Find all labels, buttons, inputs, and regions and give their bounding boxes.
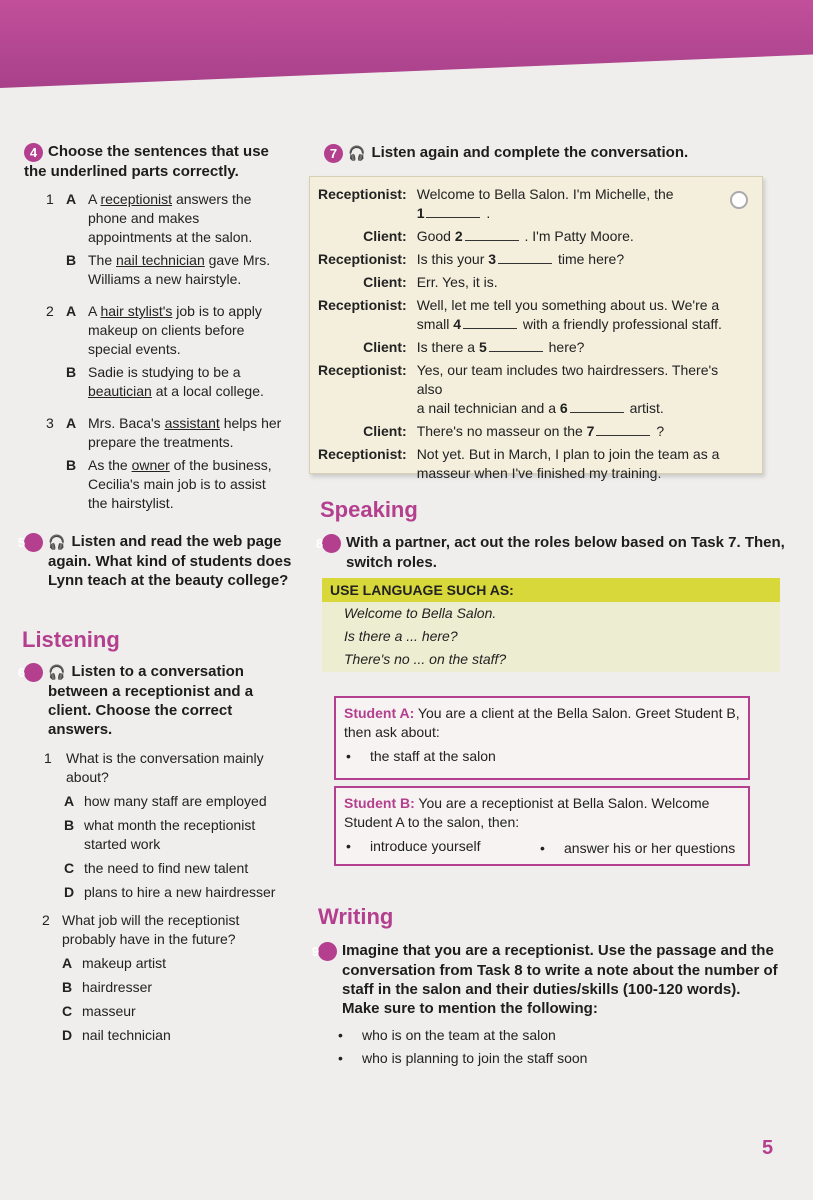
top-banner	[0, 0, 813, 88]
underlined-word: nail technician	[116, 252, 205, 268]
item-number: 2	[46, 303, 54, 319]
task-4-title: 4 Choose the sentences that use the underlined parts correctly.	[24, 143, 269, 180]
item-number: 1	[44, 750, 52, 766]
answer-option[interactable]: C the need to find new talent	[64, 860, 249, 876]
task-4-group-1: 1 A A receptionist answers the phone and makes appointments at the salon. B The nail technician gave Mrs. Williams a new hairstyle.	[46, 191, 271, 287]
conversation-line: Client: Good 2 . I'm Patty Moore.	[363, 228, 634, 244]
section-heading-listening: Listening	[22, 627, 120, 652]
conversation-line: Receptionist: Welcome to Bella Salon. I'm Michelle, the 1 .	[318, 186, 674, 221]
conversation-line: Client: Err. Yes, it is.	[363, 274, 498, 290]
item-number: 3	[46, 415, 54, 431]
headphones-icon: 🎧	[348, 144, 366, 161]
task-9-bullet: • who is planning to join the staff soon	[338, 1049, 758, 1068]
blank-input[interactable]	[596, 423, 650, 436]
underlined-word: receptionist	[100, 191, 173, 207]
task-7-title: 7 🎧 Listen again and complete the conversation.	[324, 143, 764, 163]
task-number-badge: 7	[324, 144, 343, 163]
student-b-card: Student B: You are a receptionist at Bella Salon. Welcome Student A to the salon, then: • introduce yourself • answer his or her questions	[334, 786, 750, 866]
task-4	[24, 142, 294, 181]
option-letter: B	[66, 252, 77, 268]
language-box	[322, 602, 780, 672]
conversation-line: Receptionist: Not yet. But in March, I plan to join the team as a masseur when I've finished my training.	[318, 446, 720, 481]
answer-option[interactable]: B what month the receptionist started work	[64, 817, 256, 852]
task-4-group-3: 3 A Mrs. Baca's assistant helps her prepare the treatments. B As the owner of the business, Cecilia's main job is to assist the hairstylist.	[46, 415, 282, 511]
conversation-line: Receptionist: Is this your 3 time here?	[318, 251, 625, 267]
item-number: 2	[42, 912, 50, 928]
headphones-icon: 🎧	[48, 663, 66, 680]
answer-option[interactable]: A how many staff are employed	[64, 793, 267, 809]
option-letter: B	[66, 364, 77, 380]
section-heading-speaking: Speaking	[320, 497, 418, 522]
section-heading-writing: Writing	[318, 904, 394, 929]
answer-option[interactable]: D nail technician	[62, 1027, 171, 1043]
conversation-line: Client: There's no masseur on the 7 ?	[363, 423, 665, 439]
note-hole-icon	[730, 191, 748, 209]
blank-input[interactable]	[489, 339, 543, 352]
task-9-title: 9 Imagine that you are a receptionist. Use the passage and the conversation from Task 8 to write a note about the number of staff in the salon and their duties/skills (100-120 words). Make sure to mention the following:	[311, 942, 778, 1017]
answer-option[interactable]: A makeup artist	[62, 955, 167, 971]
conversation-line: Client: Is there a 5 here?	[363, 339, 585, 355]
task-number-badge: 6	[24, 663, 43, 682]
student-b-bullet: • introduce yourself	[346, 838, 481, 854]
option-letter: A	[66, 303, 77, 319]
underlined-word: assistant	[164, 415, 220, 431]
conversation-note	[309, 176, 763, 481]
task-number-badge: 4	[24, 143, 43, 162]
answer-option[interactable]: B hairdresser	[62, 979, 153, 995]
task-9-bullets	[338, 1026, 758, 1068]
blank-input[interactable]	[570, 400, 624, 413]
language-phrase: Is there a ... here?	[344, 628, 458, 644]
conversation-line: Receptionist: Well, let me tell you something about us. We're a small 4 with a friendly professional staff.	[318, 297, 722, 332]
language-box-header: USE LANGUAGE SUCH AS:	[322, 578, 780, 602]
student-a-bullet: • the staff at the salon	[344, 747, 740, 766]
student-b-bullet: • answer his or her questions	[540, 839, 735, 858]
task-6-question-1: 1 What is the conversation mainly about? A how many staff are employed B what month the receptionist started work C the need to find new talent D plans to hire a new hairdresser	[44, 749, 294, 902]
headphones-icon: 🎧	[48, 533, 66, 550]
task-number-badge: 5	[24, 533, 43, 552]
underlined-word: hair stylist's	[100, 303, 173, 319]
answer-option[interactable]: D plans to hire a new hairdresser	[64, 884, 276, 900]
task-6: 6 🎧 Listen to a conversation between a receptionist and a client. Choose the correct answers.	[17, 663, 254, 738]
task-number-badge: 9	[318, 942, 337, 961]
task-4-group-2: 2 A A hair stylist's job is to apply makeup on clients before special events. B Sadie is studying to be a beautician at a local college.	[46, 303, 264, 399]
page-number: 5	[762, 1137, 774, 1159]
task-6-question-2: 2 What job will the receptionist probably have in the future? A makeup artist B hairdresser C masseur D nail technician	[42, 911, 292, 1045]
conversation-line: Receptionist: Yes, our team includes two hairdressers. There's also a nail technician and a 6 artist.	[318, 362, 719, 416]
option-letter: A	[66, 415, 77, 431]
language-phrase: Welcome to Bella Salon.	[344, 605, 497, 621]
option-letter: A	[66, 191, 77, 207]
task-9-bullet: • who is on the team at the salon	[338, 1026, 758, 1045]
blank-input[interactable]	[463, 316, 517, 329]
answer-option[interactable]: C masseur	[62, 1003, 136, 1019]
task-number-badge: 8	[322, 534, 341, 553]
underlined-word: beautician	[88, 383, 152, 399]
task-5: 5 🎧 Listen and read the web page again. What kind of students does Lynn teach at the beauty college?	[17, 533, 292, 589]
blank-input[interactable]	[465, 228, 519, 241]
blank-input[interactable]	[498, 251, 552, 264]
task-8-title: 8 With a partner, act out the roles below based on Task 7. Then, switch roles.	[315, 534, 785, 571]
option-letter: B	[66, 457, 77, 473]
conversation-table	[318, 183, 737, 485]
item-number: 1	[46, 191, 54, 207]
student-a-card: Student A: You are a client at the Bella Salon. Greet Student B, then ask about: • the staff at the salon	[334, 696, 750, 780]
language-phrase: There's no ... on the staff?	[344, 651, 507, 667]
blank-input[interactable]	[426, 205, 480, 218]
underlined-word: owner	[131, 457, 170, 473]
